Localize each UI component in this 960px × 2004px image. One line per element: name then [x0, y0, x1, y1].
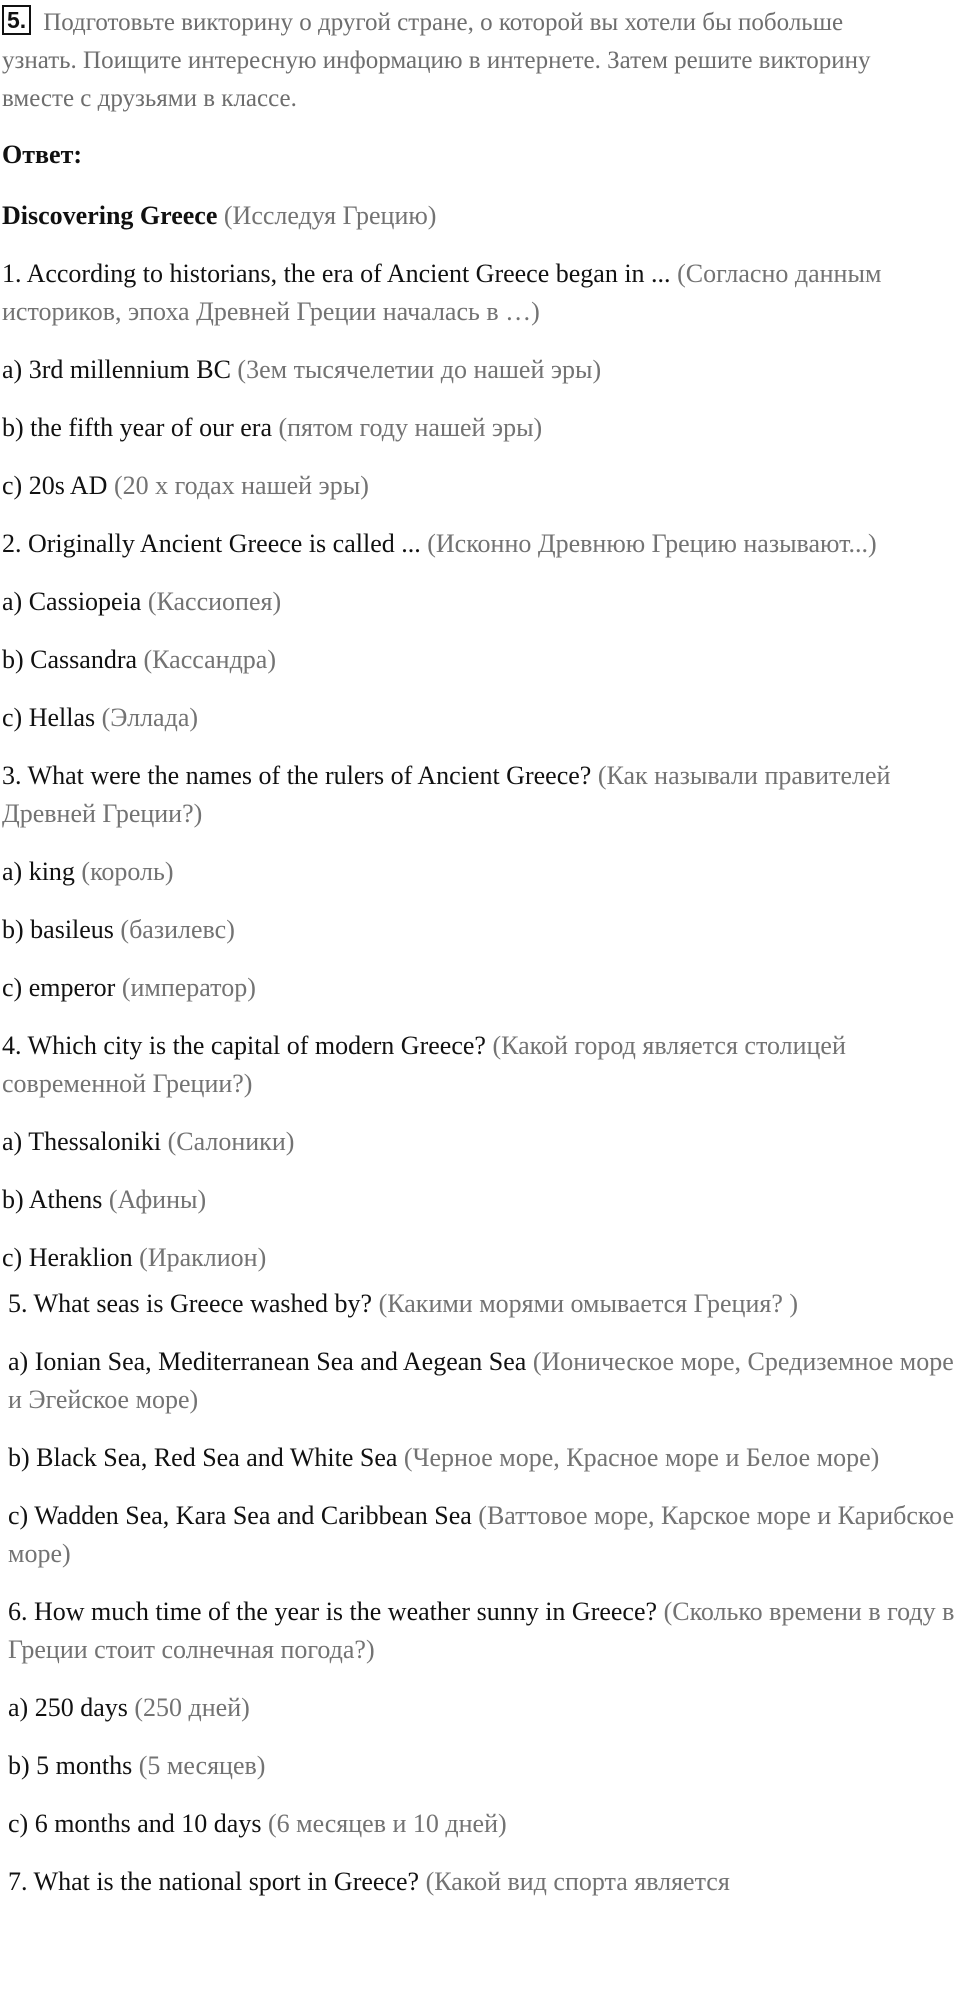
- option-2b: [2, 641, 958, 679]
- line-russian: (Ионическое море, Средиземное море и Эгейское море): [8, 1347, 954, 1414]
- line-russian: (Эллада): [101, 703, 199, 732]
- line-russian: (Какой вид спорта является: [425, 1867, 730, 1896]
- line-english: b) Cassandra: [2, 645, 138, 674]
- line-russian: (Кассандра): [143, 645, 276, 674]
- question-5: [2, 1285, 958, 1323]
- line-russian: (Афины): [108, 1185, 207, 1214]
- task-instruction: [2, 4, 902, 118]
- question-6: [2, 1593, 958, 1669]
- option-6c: [2, 1805, 958, 1843]
- line-russian: (6 месяцев и 10 дней): [267, 1809, 507, 1838]
- option-2a: [2, 583, 958, 621]
- line-english: a) king: [2, 857, 75, 886]
- line-english: a) 3rd millennium BC: [2, 355, 231, 384]
- line-english: 7. What is the national sport in Greece?: [8, 1867, 420, 1896]
- option-6b: [2, 1747, 958, 1785]
- line-russian: (Ваттовое море, Карское море и Карибское море): [8, 1501, 955, 1568]
- option-4a: [2, 1123, 958, 1161]
- line-english: a) Thessaloniki: [2, 1127, 162, 1156]
- line-english: 2. Originally Ancient Greece is called ...: [2, 529, 421, 558]
- line-russian: (Ираклион): [139, 1243, 267, 1272]
- option-1c: [2, 467, 958, 505]
- line-english: c) Hellas: [2, 703, 96, 732]
- task-number-badge: 5.: [2, 5, 31, 35]
- line-english: b) 5 months: [8, 1751, 133, 1780]
- title-english: Discovering Greece: [2, 201, 218, 230]
- line-english: b) the fifth year of our era: [2, 413, 272, 442]
- option-2c: [2, 699, 958, 737]
- option-4c: [2, 1239, 958, 1277]
- line-russian: (Какими морями омывается Греция? ): [378, 1289, 799, 1318]
- title-russian: (Исследуя Грецию): [223, 201, 437, 230]
- line-russian: (король): [81, 857, 174, 886]
- line-english: a) Cassiopeia: [2, 587, 142, 616]
- question-3: [2, 757, 958, 833]
- line-russian: (Как называли правителей Древней Греции?): [2, 761, 891, 828]
- quiz-content: [2, 197, 958, 1921]
- line-russian: (3ем тысячелетии до нашей эры): [237, 355, 602, 384]
- question-2: [2, 525, 958, 563]
- line-english: c) Wadden Sea, Kara Sea and Caribbean Sea: [8, 1501, 472, 1530]
- quiz-title: [2, 197, 958, 235]
- option-5c: [2, 1497, 958, 1573]
- option-3c: [2, 969, 958, 1007]
- line-english: a) 250 days: [8, 1693, 128, 1722]
- option-4b: [2, 1181, 958, 1219]
- option-1b: [2, 409, 958, 447]
- line-english: b) basileus: [2, 915, 114, 944]
- line-english: c) 6 months and 10 days: [8, 1809, 262, 1838]
- option-1a: [2, 351, 958, 389]
- option-5a: [2, 1343, 958, 1419]
- line-english: 5. What seas is Greece washed by?: [8, 1289, 373, 1318]
- line-english: c) emperor: [2, 973, 116, 1002]
- option-3a: [2, 853, 958, 891]
- line-english: 6. How much time of the year is the weather sunny in Greece?: [8, 1597, 658, 1626]
- option-5b: [2, 1439, 958, 1477]
- option-3b: [2, 911, 958, 949]
- line-russian: (Салоники): [167, 1127, 295, 1156]
- line-english: 3. What were the names of the rulers of Ancient Greece?: [2, 761, 592, 790]
- line-russian: (Кассиопея): [147, 587, 282, 616]
- line-russian: (250 дней): [134, 1693, 250, 1722]
- question-7: [2, 1863, 958, 1901]
- line-english: 4. Which city is the capital of modern Greece?: [2, 1031, 486, 1060]
- line-english: c) 20s AD: [2, 471, 108, 500]
- question-4: [2, 1027, 958, 1103]
- line-russian: (20 х годах нашей эры): [113, 471, 369, 500]
- line-russian: (базилевс): [120, 915, 235, 944]
- line-russian: (пятом году нашей эры): [278, 413, 543, 442]
- answer-label: Ответ:: [2, 140, 83, 169]
- line-english: c) Heraklion: [2, 1243, 133, 1272]
- line-english: 1. According to historians, the era of Ancient Greece began in ...: [2, 259, 671, 288]
- line-english: b) Black Sea, Red Sea and White Sea: [8, 1443, 398, 1472]
- line-english: a) Ionian Sea, Mediterranean Sea and Aegean Sea: [8, 1347, 527, 1376]
- question-1: [2, 255, 958, 331]
- line-english: b) Athens: [2, 1185, 103, 1214]
- line-russian: (Черное море, Красное море и Белое море): [403, 1443, 880, 1472]
- line-russian: (император): [121, 973, 256, 1002]
- task-text: Подготовьте викторину о другой стране, о которой вы хотели бы побольше узнать. Поищите интересную информацию в интернете. Затем решите викторину вместе с друзьями в классе.: [2, 9, 871, 112]
- option-6a: [2, 1689, 958, 1727]
- line-russian: (Какой город является столицей современной Греции?): [2, 1031, 846, 1098]
- line-russian: (5 месяцев): [138, 1751, 266, 1780]
- line-russian: (Сколько времени в году в Греции стоит солнечная погода?): [8, 1597, 955, 1664]
- line-russian: (Исконно Древнюю Грецию называют...): [427, 529, 877, 558]
- line-russian: (Согласно данным историков, эпоха Древней Греции началась в …): [2, 259, 882, 326]
